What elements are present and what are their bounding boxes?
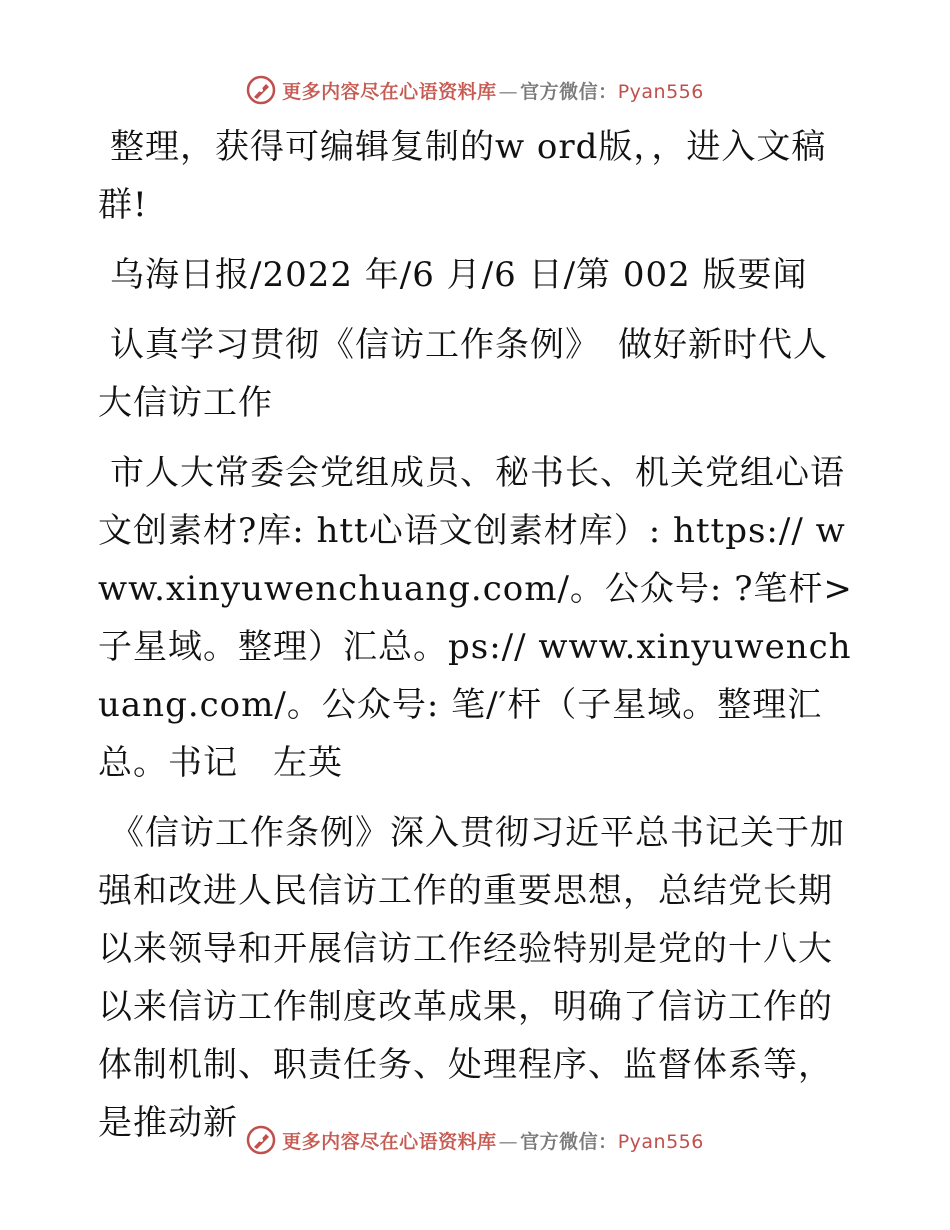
body-paragraph: 《信访工作条例》深入贯彻习近平总书记关于加强和改进人民信访工作的重要思想，总结党长期以来领导和开展信访工作经验特别是党的十八大以来信访工作制度改革成果，明确了信访工作的体制机制、职责任务、处理程序、监督体系等，是推动新 <box>98 813 845 1143</box>
article-title: 认真学习贯彻《信访工作条例》 做好新时代人大信访工作 <box>98 325 828 423</box>
source-line: 乌海日报/2022 年/6 月/6 日/第 002 版要闻 <box>110 255 808 295</box>
pen-logo-icon <box>246 75 276 105</box>
banner-wechat-label: 官方微信： <box>520 80 618 103</box>
banner-site-name: 更多内容尽在心语资料库 <box>282 80 497 103</box>
author-paragraph: 市人大常委会党组成员、秘书长、机关党组心语文创素材?库: htt心语文创素材库）: https:// www.xinyuwenchuang.com/。公众号: ?笔杆>子星域。整理）汇总。ps:// www.xinyuwenchuang.com/。公众号: 笔/′杆（子星域。整理汇总。书记 左英 <box>98 453 853 783</box>
banner-text <box>282 1127 704 1154</box>
header-watermark-banner <box>0 70 950 110</box>
intro-paragraph: 整理，获得可编辑复制的w ord版，，进入文稿群! <box>98 127 827 225</box>
banner-wechat-id: Pyan556 <box>617 80 704 103</box>
banner-dash: — <box>498 1130 519 1153</box>
pen-logo-icon <box>246 1125 276 1155</box>
banner-site-name: 更多内容尽在心语资料库 <box>282 1130 497 1153</box>
footer-watermark-banner <box>0 1120 950 1160</box>
document-body <box>98 118 858 1152</box>
banner-wechat-label: 官方微信： <box>520 1130 618 1153</box>
banner-dash: — <box>498 80 519 103</box>
banner-wechat-id: Pyan556 <box>617 1130 704 1153</box>
banner-text <box>282 77 704 104</box>
